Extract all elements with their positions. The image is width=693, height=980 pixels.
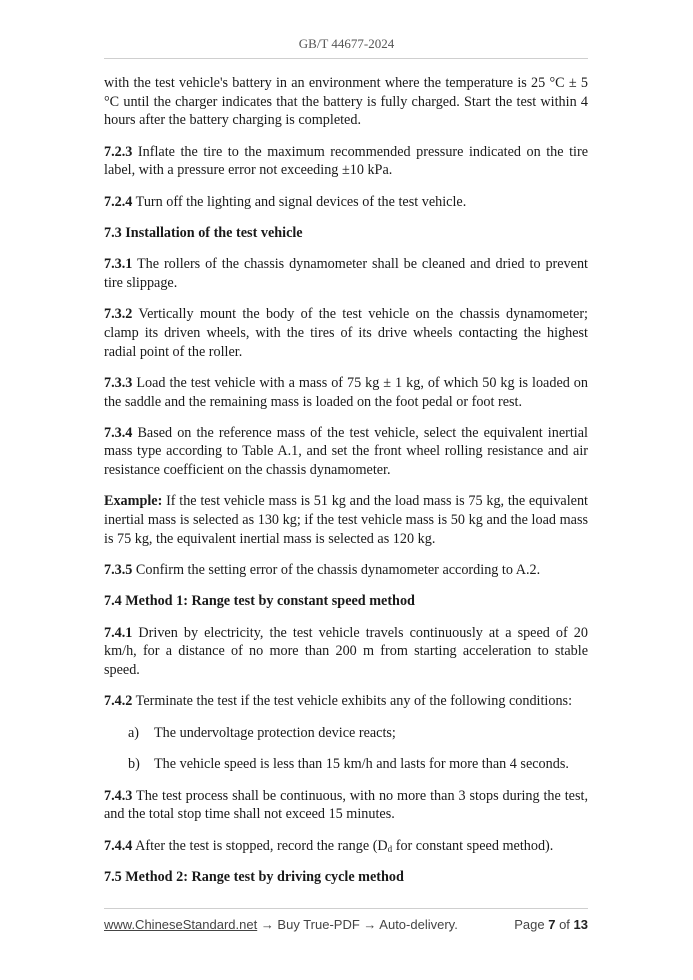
clause-7-4-1 — [104, 624, 588, 680]
clause-7-4-2 — [104, 692, 588, 711]
clause-number: 7.2.4 — [104, 193, 133, 210]
clause-7-3-3 — [104, 374, 588, 411]
page-total: 13 — [573, 917, 588, 932]
footer-divider — [104, 908, 588, 909]
footer-promo — [104, 917, 458, 932]
clause-number: 7.4.2 — [104, 693, 133, 710]
section-heading-7-4 — [104, 592, 588, 611]
clause-number: 7.3.2 — [104, 306, 133, 323]
clause-text: Vertically mount the body of the test vehicle on the chassis dynamometer; clamp its driven wheels, with the tires of its drive wheels contacting the highest radial point of the roller. — [104, 306, 588, 360]
section-heading-text: 7.4 Method 1: Range test by constant speed method — [104, 593, 415, 610]
clause-7-3-4 — [104, 424, 588, 480]
clause-7-3-2 — [104, 305, 588, 361]
of-label: of — [559, 917, 570, 932]
document-id-header: GB/T 44677-2024 — [298, 36, 395, 51]
clause-text: Based on the reference mass of the test vehicle, select the equivalent inertial mass type according to Table A.1, and set the front wheel rolling resistance and air resistance coefficient on the chassis dynamometer. — [104, 424, 588, 479]
header-divider — [104, 58, 588, 59]
section-heading-text: 7.3 Installation of the test vehicle — [104, 224, 303, 241]
section-heading-7-3 — [104, 224, 588, 243]
list-item-a — [104, 724, 588, 743]
example-note — [104, 492, 588, 548]
clause-text: Driven by electricity, the test vehicle travels continuously at a speed of 20 km/h, for a distance of no more than 200 m from starting acceleration to stable speed. — [104, 624, 588, 679]
paragraph-text: with the test vehicle's battery in an environment where the temperature is 25 °C ± 5 °C until the charger indicates that the battery is fully charged. Start the test within 4 hours after the battery charging is completed. — [104, 75, 588, 129]
clause-text: Turn off the lighting and signal devices of the test vehicle. — [132, 193, 467, 210]
example-text: If the test vehicle mass is 51 kg and the load mass is 75 kg, the equivalent inertial mass is selected as 130 kg; if the test vehicle mass is 50 kg and the load mass is 75 kg, the equivalent inertial mass is selected as 120 kg. — [104, 493, 588, 547]
example-label: Example: — [104, 493, 163, 510]
clause-text: Load the test vehicle with a mass of 75 kg ± 1 kg, of which 50 kg is loaded on the saddle and the remaining mass is loaded on the foot pedal or foot rest. — [104, 374, 588, 410]
clause-7-4-3 — [104, 787, 588, 824]
clause-text: Terminate the test if the test vehicle exhibits any of the following conditions: — [132, 693, 573, 710]
clause-text-before: After the test is stopped, record the range (D — [132, 837, 388, 854]
clause-number: 7.3.5 — [104, 562, 133, 579]
clause-7-2-4 — [104, 193, 588, 212]
list-item-b — [104, 755, 588, 774]
list-marker: a) — [128, 724, 140, 741]
page-number: 7 — [548, 917, 556, 932]
clause-7-2-3 — [104, 143, 588, 180]
section-heading-text: 7.5 Method 2: Range test by driving cycle method — [104, 868, 404, 885]
list-item-text: The undervoltage protection device reacts; — [154, 724, 396, 741]
clause-number: 7.3.1 — [104, 256, 133, 273]
clause-text: Confirm the setting error of the chassis dynamometer according to A.2. — [132, 562, 541, 579]
clause-text: The test process shall be continuous, with no more than 3 stops during the test, and the total stop time shall not exceed 15 minutes. — [104, 787, 588, 823]
clause-number: 7.4.4 — [104, 837, 133, 854]
clause-number: 7.3.3 — [104, 374, 133, 391]
list-item-text: The vehicle speed is less than 15 km/h and lasts for more than 4 seconds. — [154, 756, 569, 773]
footer-links-text: → Buy True-PDF → Auto-delivery. — [257, 917, 458, 932]
clause-number: 7.4.1 — [104, 624, 133, 641]
clause-number: 7.3.4 — [104, 424, 133, 441]
clause-text: The rollers of the chassis dynamometer shall be cleaned and dried to prevent tire slippage. — [104, 256, 588, 291]
clause-number: 7.4.3 — [104, 787, 133, 804]
page-label: Page — [514, 917, 545, 932]
page-body — [104, 74, 588, 899]
clause-text-after: for constant speed method). — [392, 837, 554, 854]
list-marker: b) — [128, 756, 140, 773]
subscript-d: d — [387, 843, 393, 854]
clause-7-3-1 — [104, 255, 588, 292]
paragraph-7-2-2-continued — [104, 74, 588, 130]
clause-7-3-5 — [104, 561, 588, 580]
site-link[interactable]: www.ChineseStandard.net — [104, 917, 258, 932]
clause-text: Inflate the tire to the maximum recommended pressure indicated on the tire label, with a pressure error not exceeding ±10 kPa. — [104, 143, 588, 179]
section-heading-7-5 — [104, 868, 588, 887]
clause-7-4-4 — [104, 837, 588, 856]
clause-number: 7.2.3 — [104, 143, 133, 160]
page-indicator — [514, 917, 588, 932]
